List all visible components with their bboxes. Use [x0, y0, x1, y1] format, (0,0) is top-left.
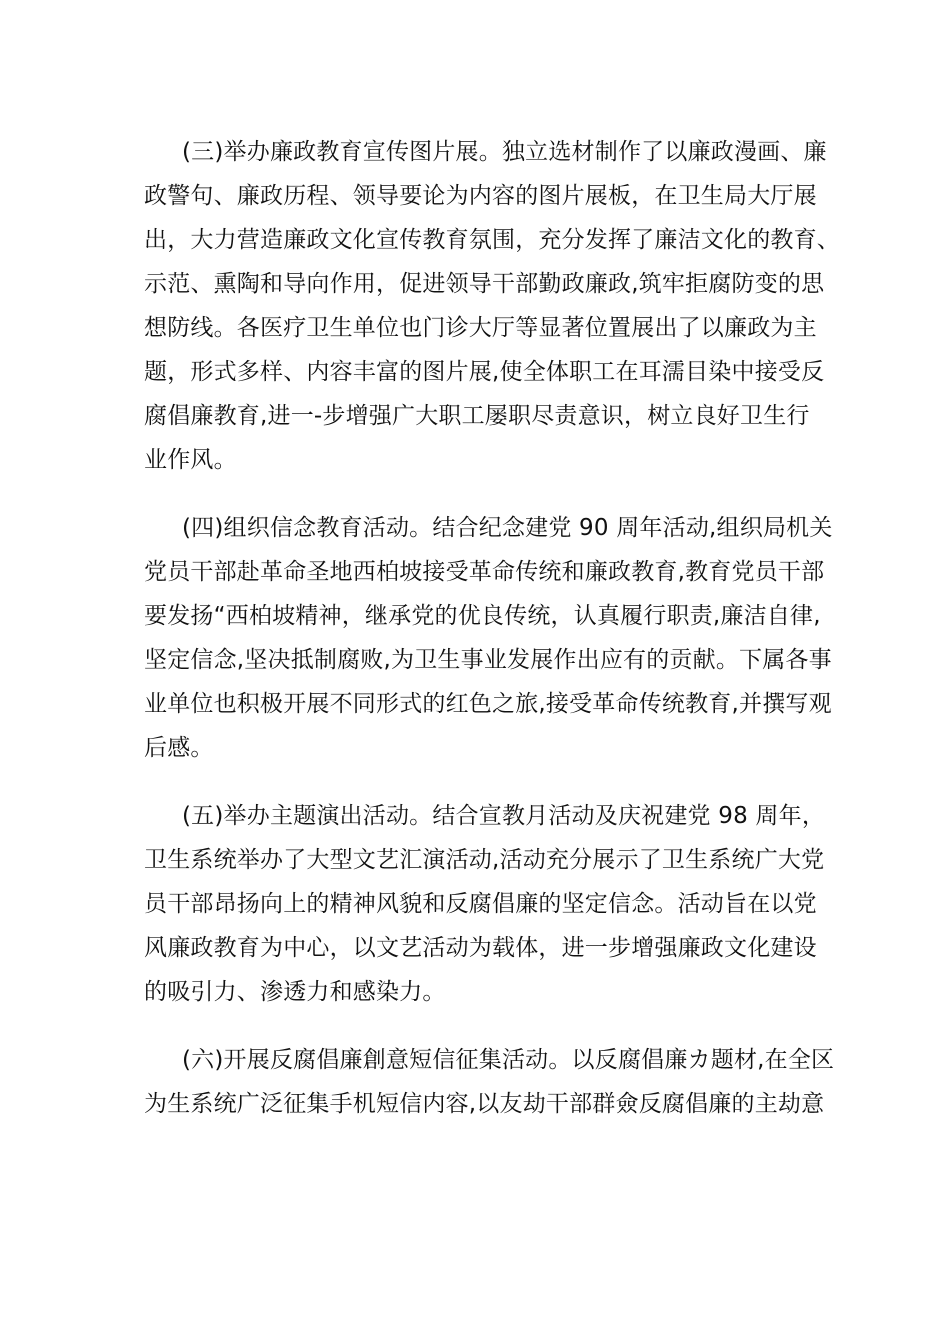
text-line: 党员干部赴革命圣地西柏坡接受革命传统和廉政教育,教育党员干部 — [144, 559, 825, 585]
text-line: 坚定信念,坚决抵制腐败,为卫生事业发展作出应有的贡献。下属各事 — [144, 647, 832, 673]
paragraph-sms-collection — [144, 1038, 835, 1126]
document-body — [144, 130, 840, 1126]
paragraph-belief-education — [144, 506, 833, 770]
text-line: 业单位也积极开展不同形式的红色之旅,接受革命传统教育,并撰写观 — [144, 691, 832, 717]
text-line: 风廉政教育为中心，以文艺活动为载体，进一步增强廉政文化建设 — [144, 935, 817, 961]
text-line: (四)组织信念教育活动。结合纪念建党 90 周年活动,组织局机关 — [182, 515, 833, 541]
text-line: 想防线。各医疗卫生单位也门诊大厅等显著位置展出了以廉政为主 — [144, 315, 817, 341]
paragraph-theme-performance — [144, 794, 824, 1014]
paragraph-picture-exhibition — [144, 130, 840, 482]
text-line: 业作风。 — [144, 447, 237, 473]
text-line: 出，大力营造廉政文化宣传教育氛围，充分发挥了廉洁文化的教育、 — [144, 227, 840, 253]
text-line: 腐倡廉教育,进一-步增强广大职工屡职尽责意识，树立良好卫生行 — [144, 403, 810, 429]
text-line: 后感。 — [144, 735, 214, 761]
text-line: 题，形式多样、内容丰富的图片展,使全体职工在耳濡目染中接受反 — [144, 359, 825, 385]
text-line: 政警句、廉政历程、领导要论为内容的图片展板，在卫生局大厅展 — [144, 183, 817, 209]
text-line: (六)开展反腐倡廉創意短信征集活动。以反腐倡廉カ题材,在全区 — [182, 1047, 835, 1073]
text-line: 员干部昂扬向上的精神风貌和反腐倡廉的坚定信念。活动旨在以党 — [144, 891, 817, 917]
text-line: 要发扬“西柏坡精神，继承党的优良传统，认真履行职责,廉洁自律, — [144, 603, 821, 629]
text-line: 的吸引力、渗透力和感染力。 — [144, 979, 446, 1005]
text-line: 为生系统广泛征集手机短信内容,以友劫干部群僉反腐倡廉的主劫意 — [144, 1091, 825, 1117]
text-line: 卫生系统举办了大型文艺汇演活动,活动充分展示了卫生系统广大党 — [144, 847, 825, 873]
text-line: (三)举办廉政教育宣传图片展。独立选材制作了以廉政漫画、廉 — [182, 139, 827, 165]
text-line: 示范、熏陶和导向作用，促进领导干部勤政廉政,筑牢拒腐防变的思 — [144, 271, 825, 297]
text-line: (五)举办主题演出活动。结合宣教月活动及庆祝建党 98 周年， — [182, 803, 826, 829]
